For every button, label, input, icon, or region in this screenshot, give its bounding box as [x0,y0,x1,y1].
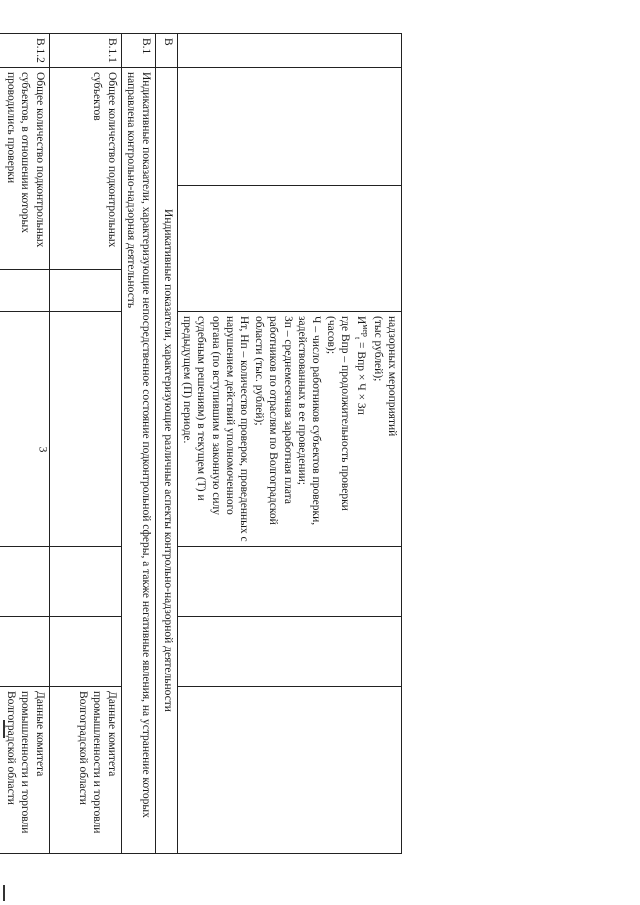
table-cell [177,687,401,854]
table-cell [0,617,49,687]
row-code: В.1.2 [0,34,49,68]
table-row [0,34,49,854]
table-cell [0,312,49,547]
table-cell [49,270,121,312]
rotated-table-sheet [5,33,402,853]
table-cell [177,68,401,186]
formula-line: надзорных мероприятий [386,316,398,437]
row-source: Данные комитета промышленности и торговли Волгоградской области [0,687,49,854]
subsection-row [121,34,155,854]
table-row [177,34,401,854]
formula-description-cell [177,312,401,547]
formula-line: Нт, Нп – количество проверок, проведенных с нарушением действий уполномоченного органа (по вступившим в законную силу судебным решениям) в текущем (Т) и предыдущем (П) периоде. [181,316,251,542]
row-source: Данные комитета промышленности и торговли Волгоградской области [49,687,121,854]
page-number: 3 [36,446,51,453]
section-title: Индикативные показатели, характеризующие различные аспекты контрольно-надзорной деятельности [155,68,177,854]
table-cell [49,312,121,547]
table-cell [177,617,401,687]
section-code: В [155,34,177,68]
subsection-title: Индикативные показатели, характеризующие непосредственное состояние подконтрольной сферы, а также негативные явления, на устранение которых направлена контрольно-надзорная деятельность [121,68,155,854]
row-code: В.1.1 [49,34,121,68]
table-cell [49,617,121,687]
formula-symbol: И [355,316,368,325]
formula-equation [352,316,370,542]
table-cell [0,270,49,312]
table-cell [177,34,401,68]
formula-line: Ч – число работников субъектов проверки, задействованных в ее проведении; [296,316,323,526]
table-cell [177,547,401,617]
formula-line: где Впр – продолжительность проверки (часов); [324,316,352,511]
section-row [155,34,177,854]
table-cell [49,547,121,617]
formula-rhs: = Впр × Ч × Зп [355,339,368,415]
formula-line: Зп – среднемесячная заработная плата работников по отраслям по Волгоградской области (тыс. рублей); [252,316,294,525]
table-cell [177,186,401,312]
left-margin-mark [3,885,5,901]
table-row [49,34,121,854]
row-name: Общее количество подконтрольных субъектов [49,68,121,270]
formula-line: (тыс рублей); [371,316,384,382]
row-name: Общее количество подконтрольных субъектов, в отношении которых проводились проверки [0,68,49,270]
table-cell [0,547,49,617]
formula-superscript: мер [361,324,371,337]
subsection-code: В.1 [121,34,155,68]
formula-subscript: t [353,336,363,340]
indicators-table [0,33,402,854]
